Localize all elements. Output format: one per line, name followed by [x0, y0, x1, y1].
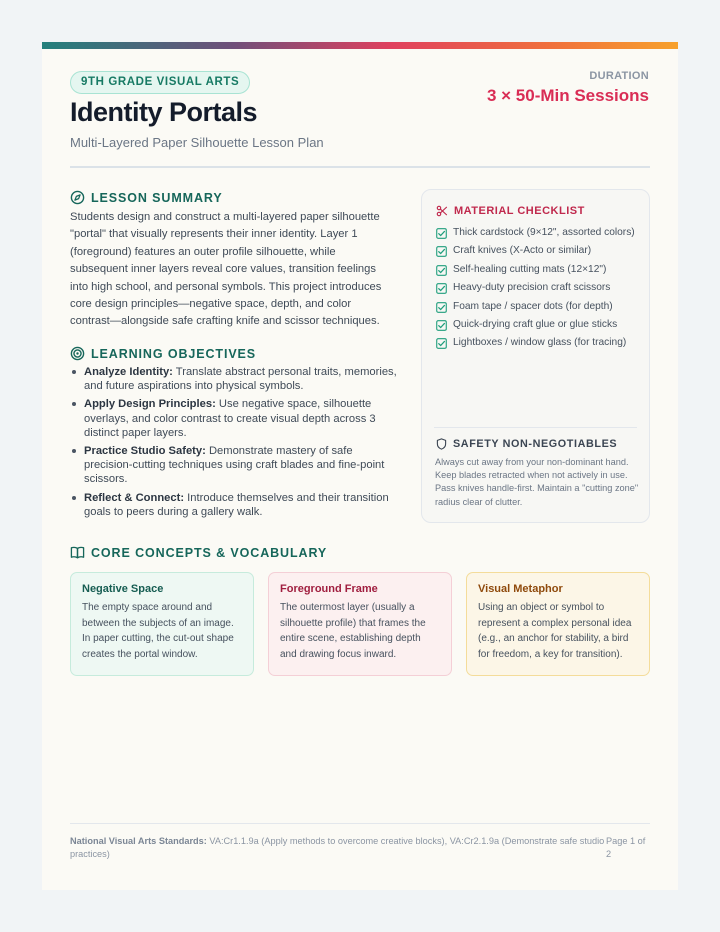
objective-term: Analyze Identity:: [84, 366, 173, 378]
objective-term: Apply Design Principles:: [84, 398, 216, 411]
vocabulary-title: CORE CONCEPTS & VOCABULARY: [91, 545, 328, 560]
learning-objectives-title: LEARNING OBJECTIVES: [91, 346, 257, 361]
safety-divider: [434, 427, 637, 428]
materials-panel: [421, 189, 650, 523]
standards-label: National Visual Arts Standards:: [70, 836, 207, 846]
objective-text: Translate abstract personal traits, memories, and future aspirations into physical symbols.: [84, 366, 397, 393]
material-item: [436, 244, 641, 258]
objective-item: [70, 444, 400, 487]
material-item-label: Lightboxes / window glass (for tracing): [453, 337, 627, 349]
objective-item: [70, 397, 400, 440]
material-checklist-heading: [436, 205, 585, 217]
lesson-summary-title: LESSON SUMMARY: [91, 190, 223, 205]
material-item-label: Foam tape / spacer dots (for depth): [453, 300, 613, 312]
objective-text: Introduce themselves and their transition goals to peers during a gallery walk.: [84, 491, 389, 518]
safety-heading: [436, 438, 617, 450]
material-item-label: Self-healing cutting mats (12×12"): [453, 263, 607, 275]
safety-text: Always cut away from your non-dominant hand. Keep blades retracted when not actively in use. Pass knives handle-first. Maintain a "cutting zone" radius clear of clutter.: [435, 457, 639, 507]
check-icon: [436, 228, 447, 239]
page-subtitle: Multi-Layered Paper Silhouette Lesson Plan: [70, 135, 324, 150]
objective-term: Reflect & Connect:: [84, 491, 185, 504]
header-divider: [70, 166, 650, 168]
check-icon: [436, 265, 447, 276]
objective-item: [70, 365, 400, 393]
footer-divider: [70, 823, 650, 824]
material-item-label: Thick cardstock (9×12", assorted colors): [453, 227, 635, 238]
vocab-card-text: The empty space around and between the subjects of an image. In paper cutting, the cut-out shape creates the portal window.: [82, 602, 234, 660]
material-item-label: Quick-drying craft glue or glue sticks: [453, 318, 618, 330]
material-item: [436, 300, 641, 314]
vocab-card-title: Foreground Frame: [280, 583, 378, 595]
book-icon: [70, 545, 85, 560]
objective-term: Practice Studio Safety:: [84, 445, 206, 458]
duration-label: DURATION: [589, 70, 649, 82]
lesson-summary-text: Students design and construct a multi-layered paper silhouette "portal" that visually represents their inner identity. Layer 1 (foreground) features an outer profile silhouette, while subsequent inner layers reveal core values, transition feelings into high school, and personal symbols. This project introduces core design principles—negative space, depth, and color contrast—alongside safe crafting knife and scissor techniques.: [70, 211, 382, 328]
target-icon: [70, 346, 85, 361]
compass-icon: [70, 190, 85, 205]
check-icon: [436, 283, 447, 294]
safety-title: SAFETY NON-NEGOTIABLES: [453, 438, 618, 450]
vocab-card-text: Using an object or symbol to represent a complex personal idea (e.g., an anchor for stability, a bird for freedom, a key for transition).: [478, 602, 632, 660]
vocab-card-text: The outermost layer (usually a silhouette profile) that frames the entire scene, establishing depth and drawing focus inward.: [280, 602, 426, 660]
material-item: [436, 336, 641, 350]
objective-item: [70, 491, 400, 519]
lesson-summary-heading: [70, 190, 223, 205]
check-icon: [436, 246, 447, 257]
objective-text: Use negative space, silhouette overlays, and color contrast to create visual depth across 3 distinct paper layers.: [84, 398, 376, 439]
material-item: [436, 226, 641, 240]
vocab-card-foreground-frame: [268, 572, 452, 676]
gradient-top-bar: [42, 42, 678, 49]
scissors-icon: [436, 205, 448, 217]
material-item: [436, 281, 641, 295]
standards-footer: [70, 835, 610, 861]
material-item: [436, 318, 641, 332]
standards-text: VA:Cr1.1.9a (Apply methods to overcome creative blocks), VA:Cr2.1.9a (Demonstrate safe studio practices): [70, 836, 605, 859]
material-list: [436, 226, 641, 355]
page-title: Identity Portals: [70, 97, 258, 127]
duration-value: 3 × 50-Min Sessions: [486, 86, 649, 105]
material-item-label: Craft knives (X-Acto or similar): [453, 245, 592, 257]
material-item-label: Heavy-duty precision craft scissors: [453, 282, 611, 294]
learning-objectives-heading: [70, 346, 256, 361]
vocab-card-title: Negative Space: [82, 583, 164, 595]
page-number: Page 1 of 2: [606, 836, 646, 859]
check-icon: [436, 338, 447, 349]
objectives-list: [70, 365, 400, 523]
vocabulary-heading: [70, 545, 327, 560]
vocab-card-visual-metaphor: [466, 572, 650, 676]
check-icon: [436, 320, 447, 331]
material-item: [436, 263, 641, 277]
lesson-plan-page: [42, 42, 678, 890]
shield-icon: [436, 438, 447, 450]
grade-badge: 9TH GRADE VISUAL ARTS: [70, 71, 250, 94]
vocab-card-negative-space: [70, 572, 254, 676]
vocab-card-title: Visual Metaphor: [478, 583, 563, 595]
vocabulary-cards: [70, 572, 650, 676]
objective-text: Demonstrate mastery of safe precision-cutting techniques using craft blades and fine-point scissors.: [84, 445, 385, 486]
material-checklist-title: MATERIAL CHECKLIST: [454, 205, 585, 217]
check-icon: [436, 302, 447, 313]
